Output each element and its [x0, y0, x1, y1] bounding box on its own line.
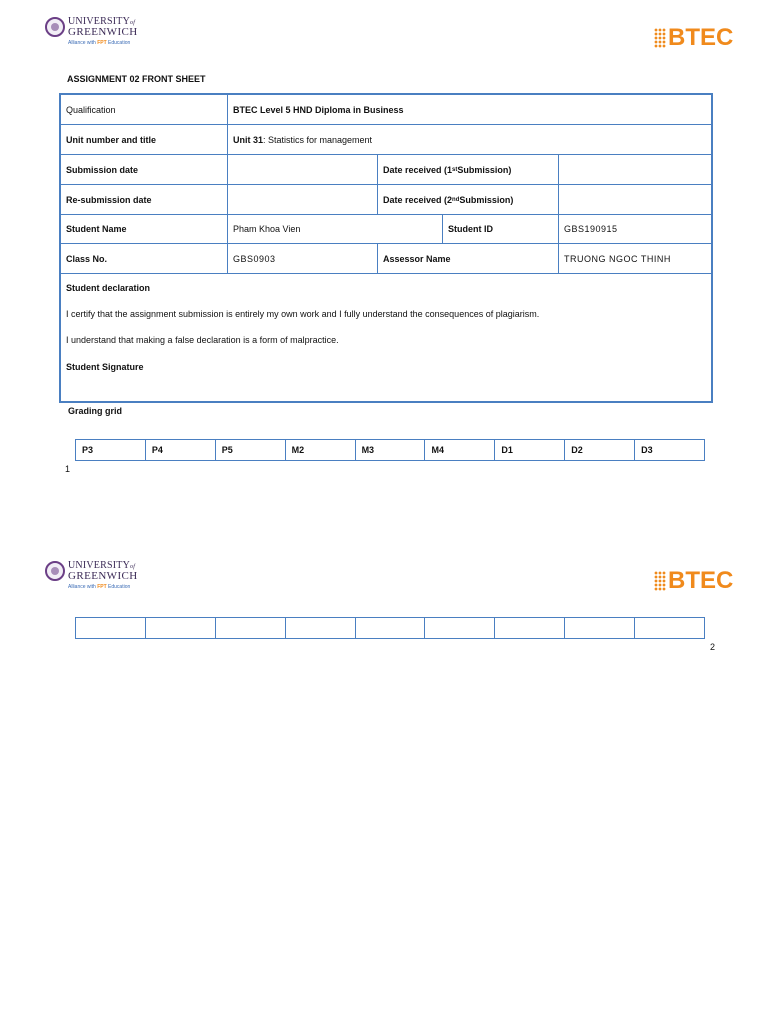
- unit-value: [227, 125, 711, 154]
- label-text: Date received (2: [383, 194, 453, 205]
- logo-text: Alliance with: [68, 40, 96, 46]
- grade-value-cell[interactable]: [425, 618, 495, 638]
- table-row: [61, 215, 711, 244]
- declaration-section: [61, 274, 711, 401]
- declaration-text-1: I certify that the assignment submission is entirely my own work and I fully understand the consequences of plagiarism.: [66, 309, 540, 319]
- btec-dots-icon: [654, 28, 666, 48]
- qualification-label: Qualification: [66, 104, 116, 115]
- grade-header-cell: P5: [216, 440, 286, 460]
- logo-text: BTEC: [668, 567, 734, 594]
- date-received-1-label: Date received (1 st Submission): [377, 155, 558, 184]
- crest-icon: [45, 17, 65, 37]
- student-id-value: GBS190915: [558, 215, 711, 243]
- date-received-1-field[interactable]: [558, 155, 711, 184]
- grade-value-cell[interactable]: [495, 618, 565, 638]
- submission-date-field[interactable]: [227, 155, 377, 184]
- label-text: Submission): [459, 194, 514, 205]
- logo-text: Education: [108, 584, 131, 590]
- grade-header-cell: M3: [356, 440, 426, 460]
- signature-label: Student Signature: [66, 362, 144, 372]
- date-received-2-field[interactable]: [558, 185, 711, 214]
- page-title: ASSIGNMENT 02 FRONT SHEET: [67, 74, 206, 84]
- unit-label: Unit number and title: [66, 134, 156, 145]
- logo-text: FPT: [97, 584, 107, 590]
- grade-header-cell: M2: [286, 440, 356, 460]
- grade-header-cell: P4: [146, 440, 216, 460]
- grade-header-cell: D3: [641, 445, 653, 455]
- table-row: [61, 244, 711, 274]
- class-label: Class No.: [66, 253, 108, 264]
- table-row: [61, 185, 711, 215]
- class-value: GBS0903: [227, 244, 377, 273]
- date-received-2-label: Date received (2 nd Submission): [377, 185, 558, 214]
- grade-value-cell[interactable]: [356, 618, 426, 638]
- resubmission-date-field[interactable]: [227, 185, 377, 214]
- label-text: Submission): [457, 164, 512, 175]
- qualification-value: BTEC Level 5 HND Diploma in Business: [227, 95, 711, 124]
- unit-number: Unit 31: [233, 134, 264, 145]
- student-name-label: Student Name: [66, 224, 127, 234]
- grade-header-cell: D1: [495, 440, 565, 460]
- logo-text: FPT: [97, 40, 107, 46]
- btec-logo: [654, 567, 733, 595]
- page-number: 2: [710, 642, 716, 652]
- grade-value-cell[interactable]: [286, 618, 356, 638]
- declaration-title: Student declaration: [66, 283, 151, 293]
- logo-text: GREENWICH: [68, 570, 138, 582]
- front-sheet-table: [59, 93, 713, 403]
- table-row: [61, 95, 711, 125]
- table-row: [61, 125, 711, 155]
- btec-logo: [654, 24, 733, 52]
- grade-value-cell[interactable]: [216, 618, 286, 638]
- university-of-greenwich-logo: [45, 561, 138, 590]
- assessor-value: TRUONG NGOC THINH: [558, 244, 711, 273]
- logo-text: Education: [108, 40, 131, 46]
- logo-text: BTEC: [668, 24, 734, 51]
- grading-grid-header: [75, 439, 705, 461]
- student-id-label: Student ID: [442, 215, 558, 243]
- logo-text: UNIVERSITY: [68, 16, 130, 27]
- page-number: 1: [65, 464, 71, 474]
- university-of-greenwich-logo: [45, 17, 138, 46]
- grading-grid-values: [75, 617, 705, 639]
- grade-value-cell[interactable]: [635, 618, 704, 638]
- grade-value-cell[interactable]: [76, 618, 146, 638]
- btec-dots-icon: [654, 571, 666, 591]
- crest-icon: [45, 561, 65, 581]
- grade-header-cell: M4: [425, 440, 495, 460]
- grade-value-cell[interactable]: [146, 618, 216, 638]
- student-name-value: Pham Khoa Vien: [227, 215, 442, 243]
- logo-text: Alliance with: [68, 584, 96, 590]
- grade-header-cell: P3: [76, 440, 146, 460]
- declaration-text-2: I understand that making a false declaration is a form of malpractice.: [66, 335, 339, 345]
- logo-text: UNIVERSITY: [68, 560, 130, 571]
- assessor-label: Assessor Name: [377, 244, 558, 273]
- table-row: [61, 155, 711, 185]
- resubmission-date-label: Re-submission date: [66, 194, 152, 205]
- unit-title: : Statistics for management: [263, 134, 373, 145]
- submission-date-label: Submission date: [66, 164, 139, 175]
- grading-grid-title: Grading grid: [68, 406, 122, 416]
- logo-text: GREENWICH: [68, 26, 138, 38]
- label-text: Date received (1: [383, 164, 453, 175]
- grade-value-cell[interactable]: [565, 618, 635, 638]
- logo-text: of: [130, 564, 136, 570]
- grade-header-cell: D2: [565, 440, 635, 460]
- logo-text: of: [130, 20, 136, 26]
